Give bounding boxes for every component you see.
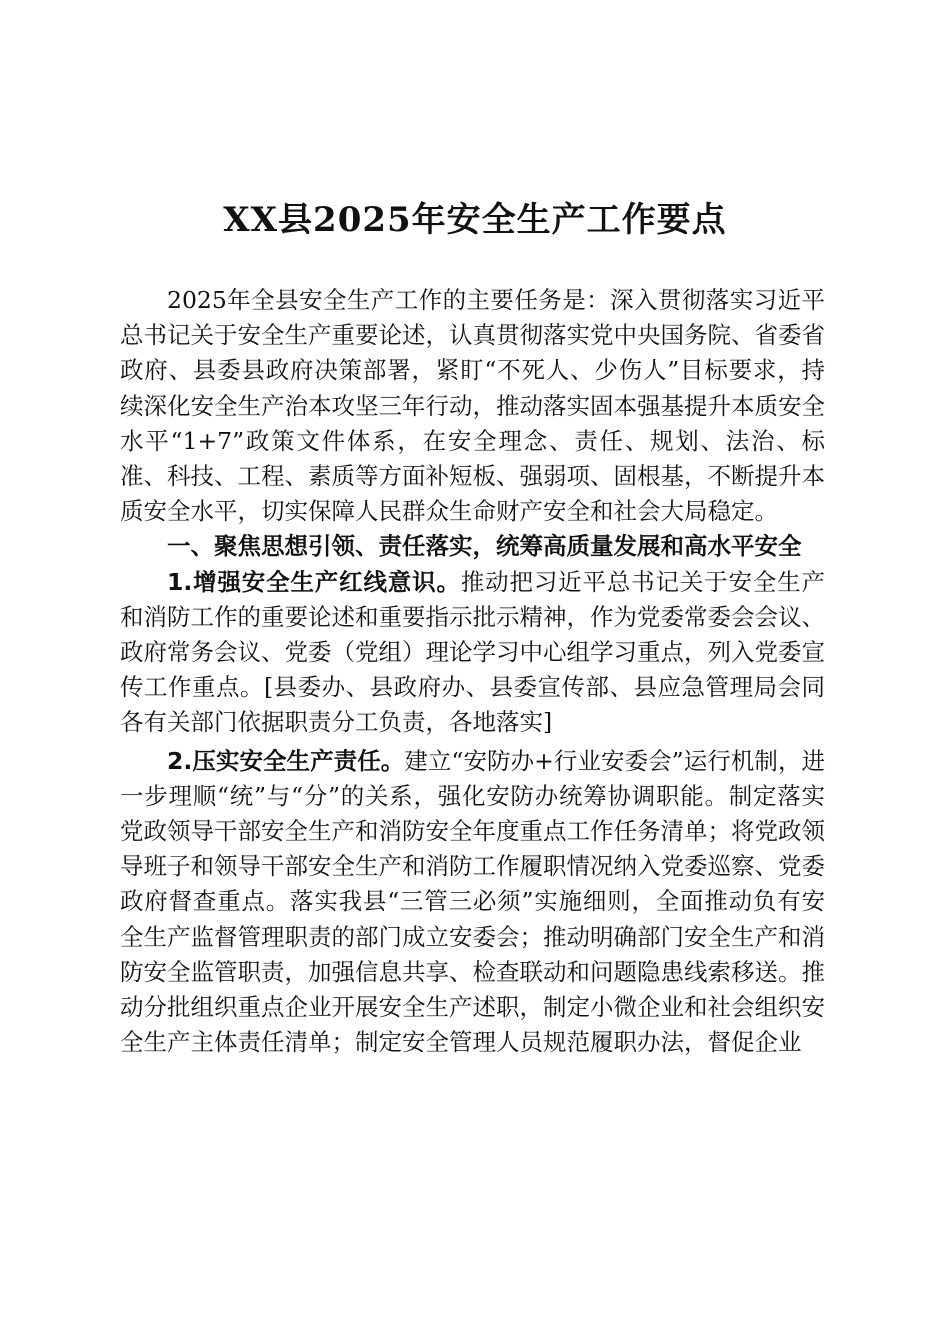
item-1-paragraph (120, 565, 825, 741)
document-body (120, 283, 825, 1060)
item-2-text: 建立“安防办+行业安委会”运行机制，进一步理顺“统”与“分”的关系，强化安防办统筹协调职能。制定落实党政领导干部安全生产和消防安全年度重点工作任务清单；将党政领导班子和领导干部安全生产和消防工作履职情况纳入党委巡察、党委政府督查重点。落实我县“三管三必须”实施细则，全面推动负有安全生产监督管理职责的部门成立安委会；推动明确部门安全生产和消防安全监管职责，加强信息共享、检查联动和问题隐患线索移送。推动分批组织重点企业开展安全生产述职，制定小微企业和社会组织安全生产主体责任清单；制定安全管理人员规范履职办法，督促企业 (120, 746, 826, 1057)
item-1-text: 推动把习近平总书记关于安全生产和消防工作的重要论述和重要指示批示精神，作为党委常委会会议、政府常务会议、党委（党组）理论学习中心组学习重点，列入党委宣传工作重点。[县委办、县政府办、县委宣传部、县应急管理局会同各有关部门依据职责分工负责，各地落实] (120, 567, 826, 737)
item-2-paragraph (120, 744, 825, 1061)
section-heading: 一、聚焦思想引领、责任落实，统筹高质量发展和高水平安全 (167, 532, 802, 561)
item-1-lead: 1.增强安全生产红线意识。 (167, 567, 461, 596)
intro-paragraph: 2025年全县安全生产工作的主要任务是：深入贯彻落实习近平总书记关于安全生产重要论述，认真贯彻落实党中央国务院、省委省政府、县委县政府决策部署，紧盯“不死人、少伤人”目标要求，持续深化安全生产治本攻坚三年行动，推动落实固本强基提升本质安全水平“1+7”政策文件体系，在安全理念、责任、规划、法治、标准、科技、工程、素质等方面补短板、强弱项、固根基，不断提升本质安全水平，切实保障人民群众生命财产安全和社会大局稳定。 (120, 286, 825, 526)
item-2-lead: 2.压实安全生产责任。 (167, 746, 405, 775)
document-title: XX县2025年安全生产工作要点 (223, 200, 727, 240)
